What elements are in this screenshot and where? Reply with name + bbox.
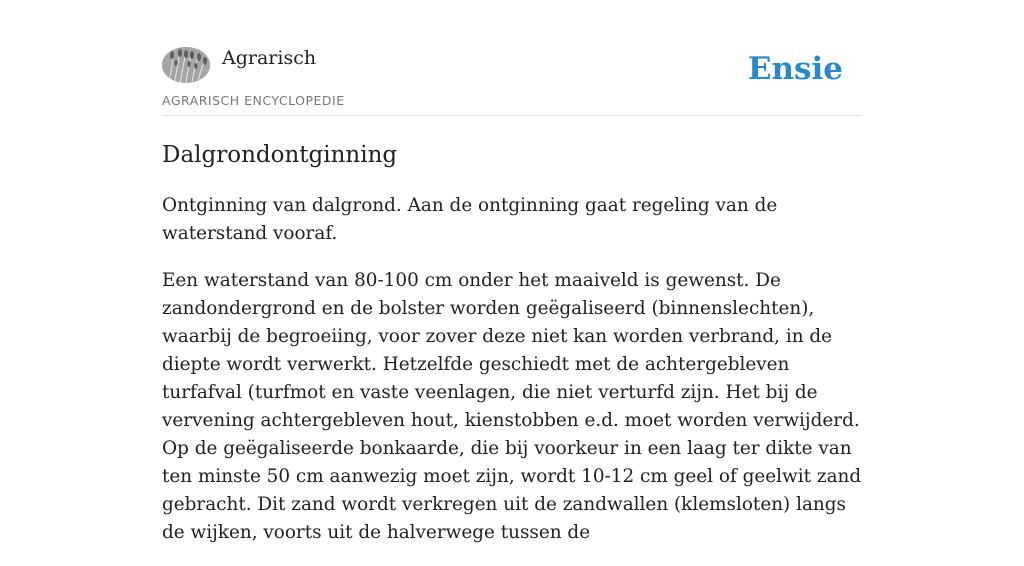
wheat-icon	[162, 47, 210, 83]
article-body	[162, 192, 862, 566]
article-page	[162, 0, 862, 543]
brand-logo[interactable]: Ensie	[747, 51, 843, 87]
paragraph: Ontginning van dalgrond. Aan de ontginning gaat regeling van de waterstand vooraf.	[162, 195, 778, 244]
paragraph: Een waterstand van 80-100 cm onder het maaiveld is gewenst. De zandondergrond en de bolster worden geëgaliseerd (binnenslechten), waarbij de begroeiing, voor zover deze niet kan worden verbrand, in de diepte wordt verwerkt. Hetzelfde geschiedt met de achtergebleven turfafval (turfmot en vaste veenlagen, die niet verturfd zijn. Het bij de vervening achtergebleven hout, kienstobben e.d. moet worden verwijderd. Op de geëgaliseerde bonkaarde, die bij voorkeur in een laag ter dikte van ten minste 50 cm aanwezig moet zijn, wordt 10-12 cm geel of geelwit zand gebracht. Dit zand wordt verkregen uit de zandwallen (klemsloten) langs de wijken, voorts uit de halverwege tussen de	[162, 270, 862, 543]
site-header	[162, 0, 862, 116]
publisher-link[interactable]: Agrarisch	[222, 47, 317, 69]
publisher-subtitle: AGRARISCH ENCYCLOPEDIE	[162, 93, 345, 108]
page-title: Dalgrondontginning	[162, 142, 398, 168]
publisher-avatar[interactable]	[162, 47, 210, 83]
